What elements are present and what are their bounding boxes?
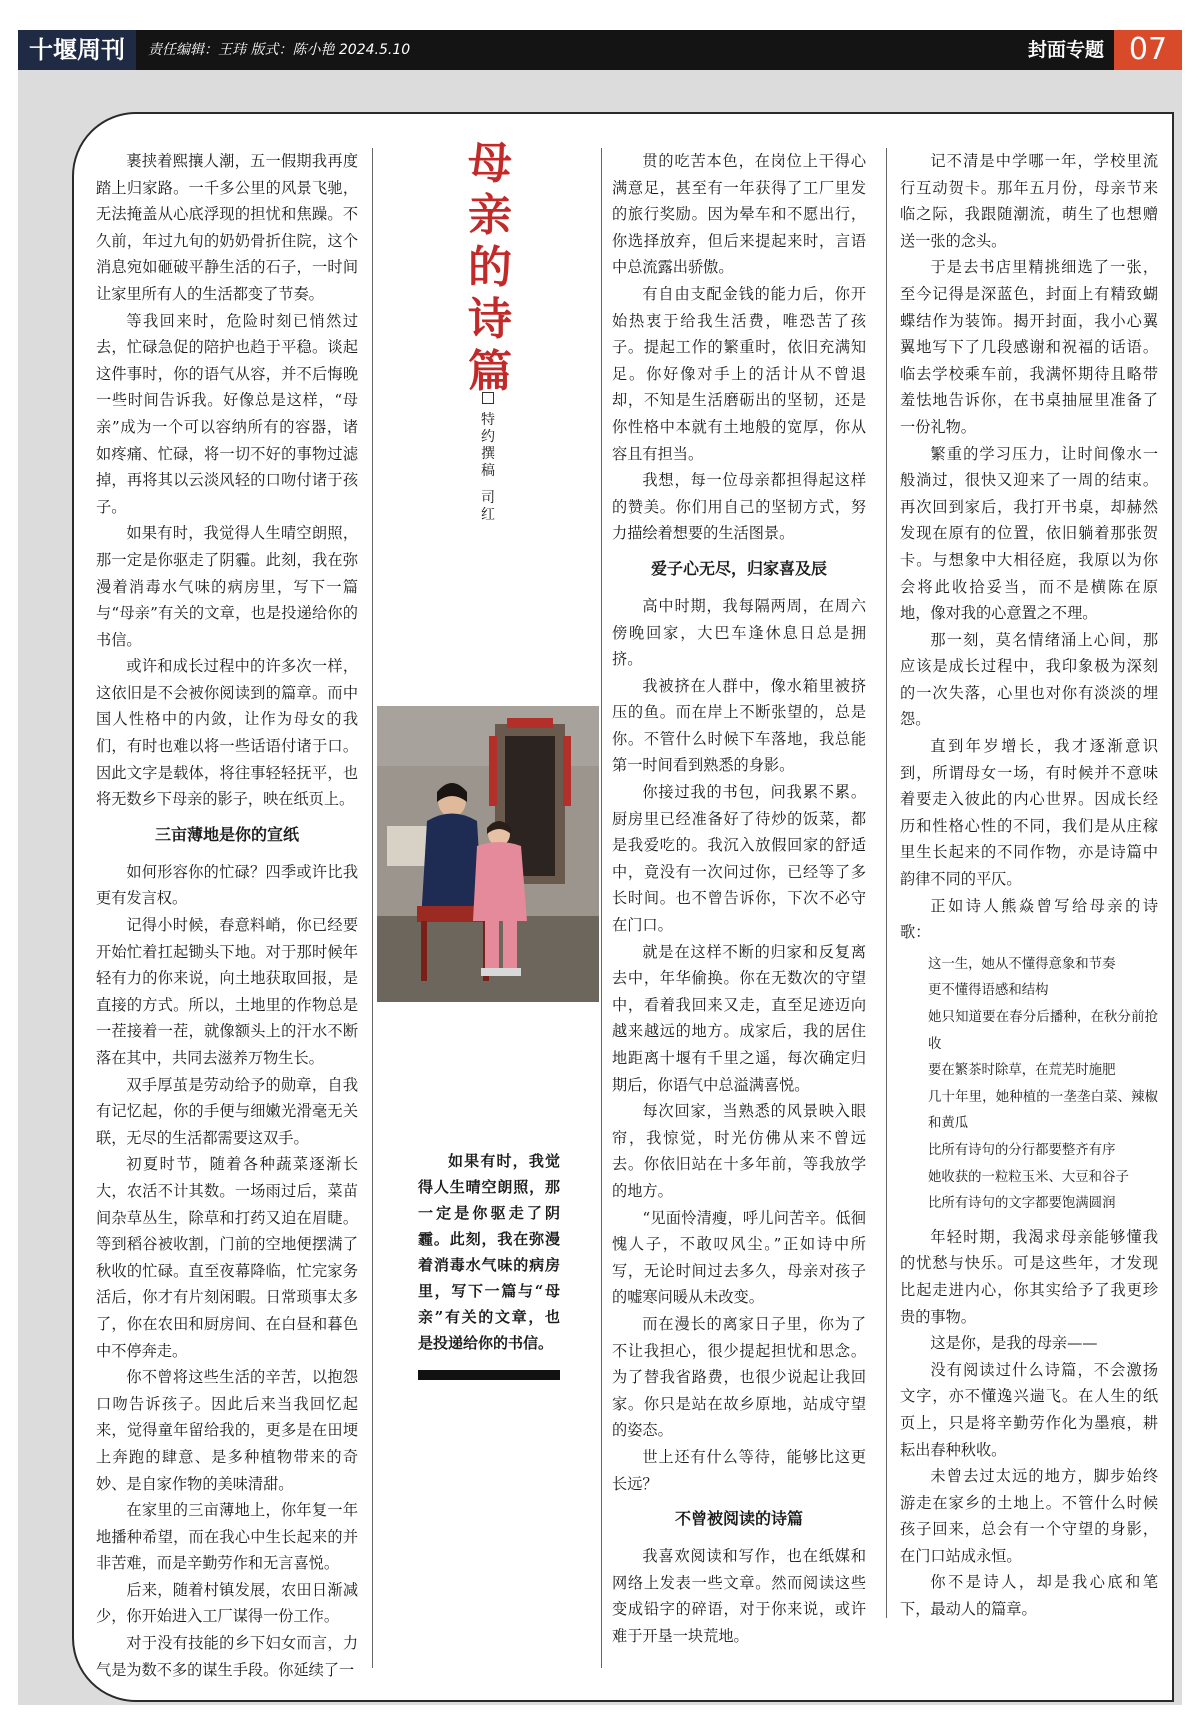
paragraph: 我想，每一位母亲都担得起这样的赞美。你们用自己的坚韧方式，努力描绘着想要的生活图景。	[612, 471, 866, 543]
column-3	[612, 148, 866, 1649]
credits-line: 责任编辑：王玮 版式：陈小艳 2024.5.10	[148, 42, 411, 58]
paragraph: 如何形容你的忙碌？四季或许比我更有发言权。	[96, 862, 358, 908]
paragraph: 如果有时，我觉得人生晴空朗照，那一定是你驱走了阴霾。此刻，我在弥漫着消毒水气味的病房里，写下一篇与“母亲”有关的文章，也是投递给你的书信。	[96, 524, 358, 649]
paragraph: 你不是诗人，却是我心底和笔下，最动人的篇章。	[900, 1573, 1158, 1619]
subheading: 爱子心无尽，归家喜及辰	[650, 558, 827, 578]
subheading: 不曾被阅读的诗篇	[674, 1509, 803, 1529]
family-photo-icon	[377, 706, 599, 1002]
byline-box-icon	[482, 392, 494, 404]
paragraph: 在家里的三亩薄地上，你年复一年地播种希望，而在我心中生长起来的并非苦难，而是辛勤劳作和无言喜悦。	[96, 1501, 358, 1573]
paragraph: 你不曾将这些生活的辛苦，以抱怨口吻告诉孩子。因此后来当我回忆起来，觉得童年留给我的，更多是在田埂上奔跑的肆意、是多种植物带来的奇妙、是自家作物的美味清甜。	[96, 1368, 358, 1493]
byline-label: 特约撰稿	[481, 412, 495, 479]
byline	[476, 392, 500, 524]
paragraph: 繁重的学习压力，让时间像水一般淌过，很快又迎来了一周的结束。再次回到家后，我打开书桌，却赫然发现在原有的位置，依旧躺着那张贺卡。与想象中大相径庭，我原以为你会将此收拾妥当，而不是横陈在原地，像对我的心意置之不理。	[900, 444, 1158, 623]
section-label: 封面专题	[1027, 39, 1104, 61]
paragraph: 有自由支配金钱的能力后，你开始热衷于给我生活费，唯恐苦了孩子。提起工作的繁重时，依旧充满知足。你好像对手上的活计从不曾退却，不知是生活磨砺出的坚韧，还是你性格中本就有土地般的宽厚，你从容且有担当。	[612, 284, 866, 463]
paragraph: 你接过我的书包，问我累不累。厨房里已经准备好了待炒的饭菜，都是我爱吃的。我沉入放假回家的舒适中，竟没有一次问过你，已经等了多长时间。也不曾告诉你，下次不必守在门口。	[612, 783, 866, 935]
subheading: 三亩薄地是你的宣纸	[154, 824, 299, 844]
poem-line: 更不懂得语感和结构	[928, 983, 1049, 999]
paragraph: 正如诗人熊焱曾写给母亲的诗歌：	[900, 896, 1158, 942]
poem-line: 她收获的一粒粒玉米、大豆和谷子	[928, 1169, 1129, 1185]
pull-quote-bar	[418, 1370, 560, 1380]
paragraph: 每次回家，当熟悉的风景映入眼帘，我惊觉，时光仿佛从来不曾远去。你依旧站在十多年前，等我放学的地方。	[612, 1102, 866, 1200]
paragraph: 就是在这样不断的归家和反复离去中，年华偷换。你在无数次的守望中，看着我回来又走，直至足迹迈向越来越远的地方。成家后，我的居住地距离十堰有千里之遥，每次确定归期后，你语气中总溢满喜悦。	[612, 942, 866, 1094]
paragraph: 或许和成长过程中的许多次一样，这依旧是不会被你阅读到的篇章。而中国人性格中的内敛，让作为母女的我们，有时也难以将一些话语付诸于口。因此文字是载体，将往事轻轻抚平，也将无数乡下母亲的影子，映在纸页上。	[96, 657, 358, 809]
paragraph: 等我回来时，危险时刻已悄然过去，忙碌急促的陪护也趋于平稳。谈起这件事时，你的语气从容，并不后悔晚一些时间告诉我。好像总是这样，“母亲”成为一个可以容纳所有的容器，诸如疼痛、忙碌，将一切不好的事物过滤掉，再将其以云淡风轻的口吻付诸于孩子。	[96, 311, 358, 516]
family-photo	[377, 706, 599, 1002]
column-rule	[886, 148, 887, 1618]
masthead: 十堰周刊	[18, 30, 136, 70]
paragraph: 记得小时候，春意料峭，你已经要开始忙着扛起锄头下地。对于那时候年轻有力的你来说，向土地获取回报，是直接的方式。所以，土地里的作物总是一茬接着一茬，就像额头上的汗水不断落在其中，共同去滋养万物生长。	[96, 916, 358, 1067]
column-rule	[372, 148, 373, 1668]
paragraph: 没有阅读过什么诗篇，不会激扬文字，亦不懂逸兴遄飞。在人生的纸页上，只是将辛勤劳作化为墨痕，耕耘出春种秋收。	[900, 1360, 1158, 1459]
paragraph: 我喜欢阅读和写作，也在纸媒和网络上发表一些文章。然而阅读这些变成铅字的碎语，对于你来说，或许难于开垦一块荒地。	[612, 1547, 866, 1645]
pull-quote-text: 如果有时，我觉得人生晴空朗照，那一定是你驱走了阴霾。此刻，我在弥漫着消毒水气味的病房里，写下一篇与“母亲”有关的文章，也是投递给你的书信。	[418, 1152, 560, 1352]
poem-line: 她只知道要在春分后播种，在秋分前抢收	[928, 1010, 1158, 1052]
paragraph: 双手厚茧是劳动给予的勋章，自我有记忆起，你的手便与细嫩光滑毫无关联，无尽的生活都需要这双手。	[96, 1075, 358, 1147]
column-rule	[601, 148, 602, 1668]
author-name: 司红	[481, 490, 495, 523]
paragraph: 年轻时期，我渴求母亲能够懂我的忧愁与快乐。可是这些年，才发现比起走进内心，你其实给予了我更珍贵的事物。	[900, 1227, 1158, 1326]
paragraph: 我被挤在人群中，像水箱里被挤压的鱼。而在岸上不断张望的，总是你。不管什么时候下车落地，我总能第一时间看到熟悉的身影。	[612, 676, 866, 775]
page-number: 07	[1114, 30, 1182, 70]
poem-line: 比所有诗句的文字都要饱满圆润	[928, 1196, 1116, 1212]
paragraph: 这是你，是我的母亲——	[930, 1334, 1098, 1353]
article-title: 母亲的诗篇	[468, 138, 512, 397]
paragraph: 高中时期，我每隔两周，在周六傍晚回家，大巴车逢休息日总是拥挤。	[612, 596, 866, 669]
paragraph: 于是去书店里精挑细选了一张，至今记得是深蓝色，封面上有精致蝴蝶结作为装饰。揭开封面，我小心翼翼地写下了几段感谢和祝福的话语。临去学校乘车前，我满怀期待且略带羞怯地告诉你，在书桌抽屉里准备了一份礼物。	[900, 258, 1158, 436]
paragraph: 那一刻，莫名情绪涌上心间，那应该是成长过程中，我印象极为深刻的一次失落，心里也对你有淡淡的埋怨。	[900, 630, 1158, 729]
paragraph: 裹挟着熙攘人潮，五一假期我再度踏上归家路。一千多公里的风景飞驰，无法掩盖从心底浮现的担忧和焦躁。不久前，年过九旬的奶奶骨折住院，这个消息宛如砸破平静生活的石子，一时间让家里所有人的生活都变了节奏。	[96, 152, 358, 303]
poem-line: 要在繁茶时除草，在荒芜时施肥	[928, 1063, 1116, 1079]
paragraph: “见面怜清瘦，呼儿问苦辛。低徊愧人子，不敢叹风尘。”正如诗中所写，无论时间过去多久，母亲对孩子的嘘寒问暖从未改变。	[612, 1208, 866, 1307]
paragraph: 初夏时节，随着各种蔬菜逐渐长大，农活不计其数。一场雨过后，菜苗间杂草丛生，除草和打药又迫在眉睫。等到稻谷被收割，门前的空地便摆满了秋收的忙碌。直至夜幕降临，忙完家务活后，你才有片刻闲暇。日常琐事太多了，你在农田和厨房间、在白昼和暮色中不停奔走。	[96, 1155, 358, 1360]
column-4	[900, 148, 1158, 1623]
paragraph: 记不清是中学哪一年，学校里流行互动贺卡。那年五月份，母亲节来临之际，我跟随潮流，萌生了也想赠送一张的念头。	[900, 152, 1158, 250]
paragraph: 世上还有什么等待，能够比这更长远？	[612, 1447, 866, 1493]
paragraph: 后来，随着村镇发展，农田日渐减少，你开始进入工厂谋得一份工作。	[96, 1580, 358, 1626]
paragraph: 贯的吃苦本色，在岗位上干得心满意足，甚至有一年获得了工厂里发的旅行奖励。因为晕车和不愿出行，你选择放弃，但后来提起来时，言语中总流露出骄傲。	[612, 152, 866, 277]
page-header	[18, 30, 1182, 70]
poem-block	[900, 952, 1158, 1218]
poem-line: 比所有诗句的分行都要整齐有序	[928, 1142, 1116, 1158]
column-1	[96, 148, 358, 1683]
paragraph: 而在漫长的离家日子里，你为了不让我担心，很少提起担忧和思念。为了替我省路费，也很少说起让我回家。你只是站在故乡原地，站成守望的姿态。	[612, 1314, 866, 1440]
poem-line: 这一生，她从不懂得意象和节奏	[928, 956, 1116, 972]
poem-line: 几十年里，她种植的一垄垄白菜、辣椒和黄瓜	[928, 1089, 1158, 1132]
paragraph: 直到年岁增长，我才逐渐意识到，所谓母女一场，有时候并不意味着要走入彼此的内心世界。因成长经历和性格心性的不同，我们是从庄稼里生长起来的不同作物，亦是诗篇中韵律不同的平仄。	[900, 737, 1158, 889]
paragraph: 未曾去过太远的地方，脚步始终游走在家乡的土地上。不管什么时候孩子回来，总会有一个守望的身影，在门口站成永恒。	[900, 1467, 1158, 1565]
paragraph: 对于没有技能的乡下妇女而言，力气是为数不多的谋生手段。你延续了一	[96, 1634, 358, 1679]
pull-quote	[418, 1148, 560, 1356]
